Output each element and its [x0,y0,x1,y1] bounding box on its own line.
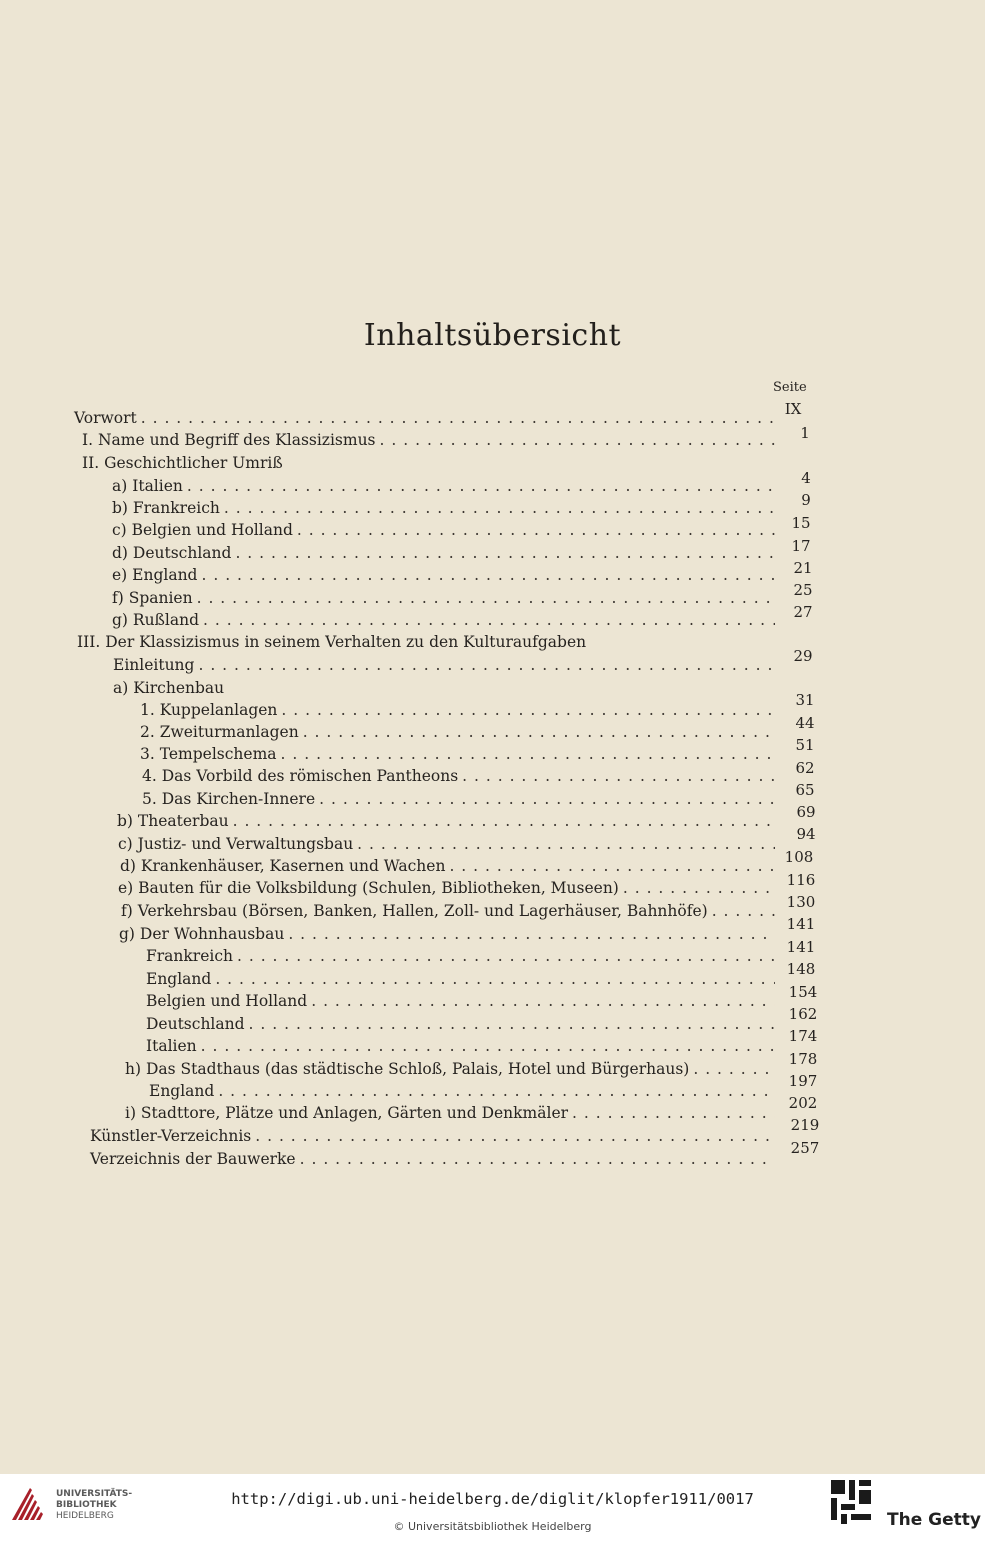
toc-entry-page-number: 51 [795,736,815,754]
dot-leader [215,970,775,988]
dot-leader [203,611,775,629]
page-title: Inhaltsübersicht [363,318,622,353]
footer [0,1474,985,1544]
toc-entry-page-number: 162 [788,1005,818,1023]
dot-leader [303,723,775,741]
dot-leader [281,701,775,719]
dot-leader [235,544,775,562]
toc-entry-page-number: 94 [796,825,816,843]
dot-leader [255,1127,775,1145]
page-url-link[interactable]: http://digi.ub.uni-heidelberg.de/diglit/klopfer1911/0017 [231,1490,754,1508]
dot-leader [187,477,775,495]
toc-entry-label: g) Rußland [112,611,200,629]
dot-leader [201,1037,775,1055]
dot-leader [197,589,775,607]
copyright-notice: © Universitätsbibliothek Heidelberg [393,1520,592,1533]
toc-entry [112,607,775,629]
toc-entry [146,966,775,988]
toc-entry-page-number: 21 [793,559,813,577]
toc-entry [112,473,775,495]
toc-entry-label: h) Das Stadthaus (das städtische Schloß, Palais, Hotel und Bürgerhaus) [125,1060,690,1078]
toc-entry-page-number: 116 [786,871,816,889]
dot-leader [300,1150,775,1168]
toc-entry-page-number: 130 [786,893,816,911]
dot-leader [249,1015,775,1033]
toc-entry-page-number: 25 [793,581,813,599]
toc-entry-label: 5. Das Kirchen-Innere [142,790,316,808]
toc-entry-label: c) Belgien und Holland [112,521,293,539]
dot-leader [233,812,775,830]
page-column-header: Seite [773,380,807,395]
toc-entry-page-number: 15 [791,514,811,532]
toc-entry-label: Belgien und Holland [146,992,308,1010]
dot-leader [201,566,775,584]
toc-entry [82,427,775,449]
toc-entry-label: d) Krankenhäuser, Kasernen und Wachen [120,857,446,875]
toc-entry-label: e) Bauten für die Volksbildung (Schulen, Bibliotheken, Museen) [118,879,619,897]
toc-entry [90,1146,775,1168]
getty-logo-icon [829,1478,873,1530]
toc-entry-page-number: 27 [793,603,813,621]
toc-entry-label: I. Name und Begriff des Klassizismus [82,431,376,449]
toc-entry-label: f) Verkehrsbau (Börsen, Banken, Hallen, Zoll- und Lagerhäuser, Bahnhöfe) [121,902,708,920]
toc-entry-page-number: 257 [790,1139,820,1157]
toc-entry-label: Deutschland [146,1015,245,1033]
toc-entry [120,853,775,875]
dot-leader [218,1082,775,1100]
toc-entry-page-number: 44 [795,714,815,732]
toc-entry-label: Künstler-Verzeichnis [90,1127,252,1145]
toc-entry-label: a) Kirchenbau [113,679,225,697]
dot-leader [319,790,775,808]
toc-entry-label: Verzeichnis der Bauwerke [90,1150,296,1168]
toc-entry-page-number: 1 [800,424,810,442]
toc-entry-label: III. Der Klassizismus in seinem Verhalten zu den Kulturaufgaben [77,633,587,651]
toc-entry-label: Einleitung [113,656,195,674]
getty-label: The Getty [887,1510,981,1530]
toc-entry-label: b) Theaterbau [117,812,229,830]
toc-entry [82,450,782,472]
toc-entry [90,1123,775,1145]
toc-entry-label: England [146,970,212,988]
dot-leader [198,656,775,674]
dot-leader [449,857,775,875]
toc-entry-page-number: 4 [801,469,811,487]
dot-leader [380,431,775,449]
dot-leader [623,879,775,897]
toc-entry-page-number: 69 [796,803,816,821]
toc-entry [119,921,775,943]
toc-entry [77,629,777,651]
toc-entry [113,652,775,674]
toc-entry [140,741,775,763]
toc-entry-label: e) England [112,566,198,584]
dot-leader [693,1060,775,1078]
toc-entry [125,1100,775,1122]
dot-leader [572,1104,775,1122]
toc-entry-label: b) Frankreich [112,499,220,517]
toc-entry-page-number: 108 [784,848,814,866]
toc-entry [112,540,775,562]
toc-entry [146,943,775,965]
toc-entry-label: 2. Zweiturmanlagen [140,723,299,741]
toc-entry-label: 4. Das Vorbild des römischen Pantheons [142,767,459,785]
toc-entry-label: 3. Tempelschema [140,745,277,763]
toc-entry [74,405,775,427]
toc-entry [125,1056,775,1078]
toc-entry [146,988,775,1010]
toc-entry [149,1078,775,1100]
dot-leader [141,409,775,427]
toc-entry [112,562,775,584]
toc-entry-page-number: 154 [788,983,818,1001]
toc-entry [140,719,775,741]
dot-leader [237,947,775,965]
toc-entry [112,517,775,539]
toc-entry [112,585,775,607]
toc-entry-page-number: 31 [795,691,815,709]
toc-entry-label: c) Justiz- und Verwaltungsbau [118,835,354,853]
toc-entry-label: a) Italien [112,477,183,495]
toc-entry-label: Italien [146,1037,197,1055]
toc-entry-page-number: 17 [791,537,811,555]
toc-entry-page-number: 29 [793,647,813,665]
dot-leader [357,835,775,853]
toc-entry [121,898,775,920]
toc-entry-page-number: 65 [795,781,815,799]
toc-entry-page-number: 62 [795,759,815,777]
toc-entry-page-number: 197 [788,1072,818,1090]
toc-entry-label: Vorwort [74,409,137,427]
toc-entry-page-number: 202 [788,1094,818,1112]
toc-entry [146,1033,775,1055]
dot-leader [311,992,775,1010]
toc-entry-label: England [149,1082,215,1100]
toc-entry-page-number: 174 [788,1027,818,1045]
toc-entry [112,495,775,517]
toc-entry-label: d) Deutschland [112,544,232,562]
toc-entry-page-number: IX [784,400,802,418]
toc-entry-page-number: 148 [786,960,816,978]
toc-entry [118,875,775,897]
toc-entry-label: i) Stadttore, Plätze und Anlagen, Gärten und Denkmäler [125,1104,569,1122]
toc-entry-label: II. Geschichtlicher Umriß [82,454,283,472]
toc-entry-page-number: 219 [790,1116,820,1134]
dot-leader [281,745,775,763]
toc-entry [140,697,775,719]
dot-leader [462,767,775,785]
toc-entry-page-number: 9 [801,491,811,509]
dot-leader [297,521,775,539]
dot-leader [224,499,775,517]
toc-entry [117,808,775,830]
toc-entry-label: f) Spanien [112,589,193,607]
toc-entry-page-number: 178 [788,1050,818,1068]
toc-entry [142,786,775,808]
toc-entry [146,1011,775,1033]
toc-entry-page-number: 141 [786,915,816,933]
toc-entry [113,675,813,697]
toc-entry [118,831,775,853]
toc-entry-label: 1. Kuppelanlagen [140,701,278,719]
toc-entry-page-number: 141 [786,938,816,956]
toc-entry [142,763,775,785]
library-name: UNIVERSITÄTS- BIBLIOTHEK HEIDELBERG [56,1489,133,1521]
dot-leader [712,902,775,920]
toc-entry-label: g) Der Wohnhausbau [119,925,285,943]
dot-leader [288,925,775,943]
toc-entry-label: Frankreich [146,947,233,965]
